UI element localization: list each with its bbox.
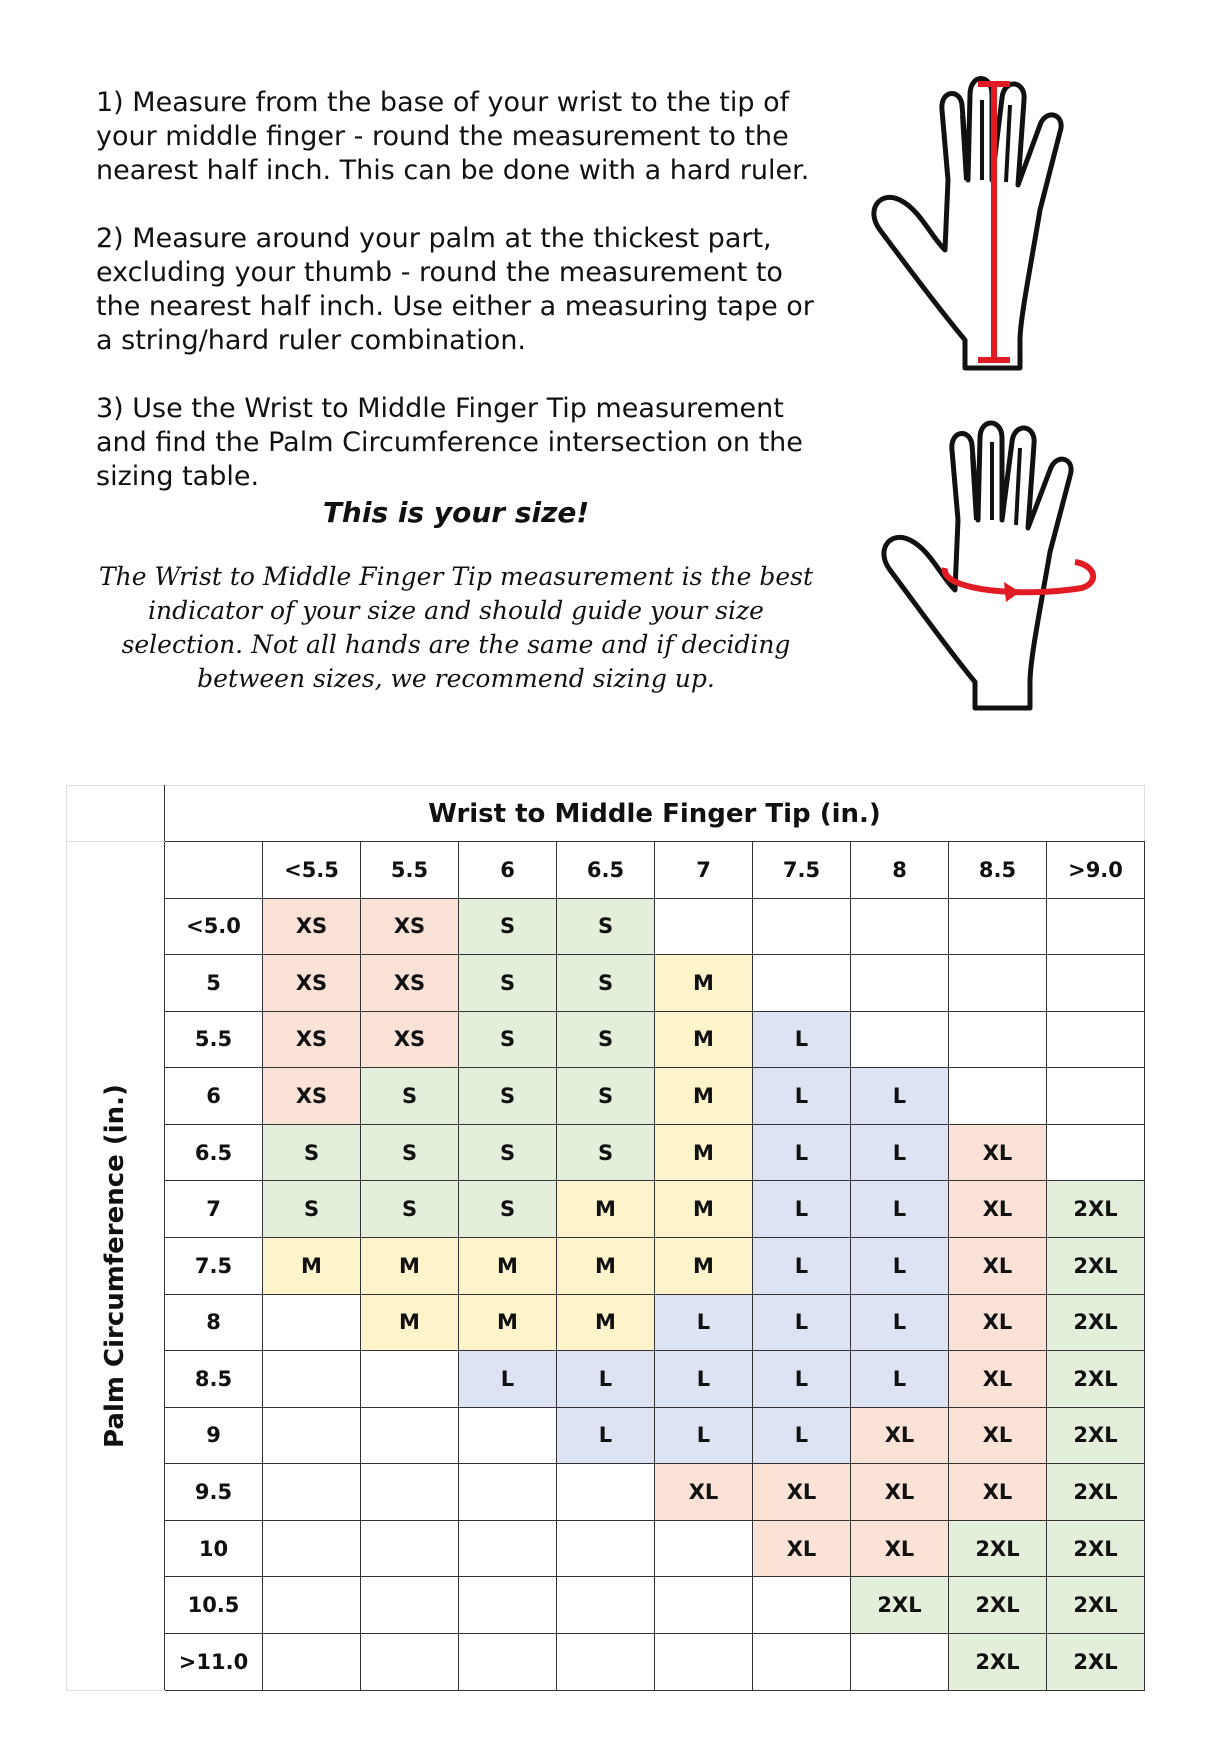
size-cell: L [851, 1237, 949, 1294]
size-cell [1047, 898, 1145, 955]
size-cell: M [655, 1124, 753, 1181]
size-cell [655, 1577, 753, 1634]
size-cell [361, 1464, 459, 1521]
size-cell: XS [263, 955, 361, 1012]
column-header: 7.5 [753, 842, 851, 899]
size-cell [361, 1351, 459, 1408]
size-cell: S [361, 1068, 459, 1125]
row-header: 10 [165, 1520, 263, 1577]
size-cell [263, 1407, 361, 1464]
sizing-note: The Wrist to Middle Finger Tip measurement is the best indicator of your size and should guide your size selection. Not all hands are the same and if deciding between sizes, we recommend sizing up. [98, 562, 813, 693]
size-cell: 2XL [1047, 1294, 1145, 1351]
size-cell: M [361, 1294, 459, 1351]
size-cell: XL [949, 1464, 1047, 1521]
size-cell [361, 1577, 459, 1634]
size-cell: S [557, 1068, 655, 1125]
header-corner-cell [165, 842, 263, 899]
size-cell [851, 955, 949, 1012]
size-cell: XS [263, 1068, 361, 1125]
table-row [67, 955, 1145, 1012]
table-row [67, 898, 1145, 955]
size-cell [361, 1520, 459, 1577]
size-cell: XS [361, 955, 459, 1012]
size-cell: L [753, 1351, 851, 1408]
size-cell [655, 1633, 753, 1690]
size-cell [459, 1633, 557, 1690]
row-header: 9 [165, 1407, 263, 1464]
size-cell: XS [361, 1011, 459, 1068]
size-cell: 2XL [1047, 1577, 1145, 1634]
size-cell: XL [949, 1407, 1047, 1464]
size-cell: L [851, 1124, 949, 1181]
size-cell: S [557, 1011, 655, 1068]
size-cell [557, 1633, 655, 1690]
size-cell: M [655, 1011, 753, 1068]
size-cell: L [655, 1351, 753, 1408]
size-cell: XL [949, 1294, 1047, 1351]
row-axis-label-cell [67, 842, 165, 1691]
row-header: 9.5 [165, 1464, 263, 1521]
size-cell: L [851, 1294, 949, 1351]
size-cell: XL [851, 1520, 949, 1577]
size-cell: L [557, 1407, 655, 1464]
size-cell [949, 1011, 1047, 1068]
size-cell: L [459, 1351, 557, 1408]
size-cell: M [557, 1237, 655, 1294]
size-cell [949, 898, 1047, 955]
size-cell [361, 1633, 459, 1690]
column-header-row [67, 842, 1145, 899]
size-cell: XL [753, 1464, 851, 1521]
table-row [67, 1294, 1145, 1351]
size-cell: L [753, 1011, 851, 1068]
size-cell: XS [263, 1011, 361, 1068]
column-header: 6.5 [557, 842, 655, 899]
size-cell [263, 1520, 361, 1577]
row-header: >11.0 [165, 1633, 263, 1690]
row-header: 8.5 [165, 1351, 263, 1408]
row-header: 6 [165, 1068, 263, 1125]
size-cell: L [753, 1181, 851, 1238]
size-cell: M [557, 1181, 655, 1238]
size-cell [1047, 1068, 1145, 1125]
size-cell: S [361, 1124, 459, 1181]
size-cell [753, 898, 851, 955]
size-cell: L [753, 1294, 851, 1351]
size-cell: S [459, 955, 557, 1012]
column-header: <5.5 [263, 842, 361, 899]
size-cell: L [753, 1237, 851, 1294]
size-cell [263, 1577, 361, 1634]
table-row [67, 1633, 1145, 1690]
instruction-step-3: 3) Use the Wrist to Middle Finger Tip measurement and find the Palm Circumference intersection on the sizing table. [96, 393, 803, 492]
size-cell: XS [361, 898, 459, 955]
size-cell [557, 1464, 655, 1521]
size-cell: M [459, 1294, 557, 1351]
size-cell [361, 1407, 459, 1464]
size-cell: S [459, 1181, 557, 1238]
column-header: 8.5 [949, 842, 1047, 899]
row-header: 8 [165, 1294, 263, 1351]
size-cell [851, 1011, 949, 1068]
size-cell: M [655, 955, 753, 1012]
table-row [67, 1520, 1145, 1577]
column-header: 6 [459, 842, 557, 899]
size-cell [459, 1577, 557, 1634]
size-cell [557, 1577, 655, 1634]
size-cell: M [655, 1068, 753, 1125]
size-cell: L [851, 1351, 949, 1408]
column-header: 5.5 [361, 842, 459, 899]
size-cell: 2XL [949, 1633, 1047, 1690]
size-cell: S [459, 1068, 557, 1125]
size-cell: XL [949, 1181, 1047, 1238]
size-cell [655, 1520, 753, 1577]
size-cell [263, 1294, 361, 1351]
size-cell: 2XL [1047, 1237, 1145, 1294]
table-row [67, 1011, 1145, 1068]
size-cell: M [361, 1237, 459, 1294]
size-cell: S [557, 898, 655, 955]
size-cell [753, 955, 851, 1012]
size-cell [753, 1577, 851, 1634]
table-row [67, 1068, 1145, 1125]
size-cell: XL [949, 1351, 1047, 1408]
size-cell: S [557, 955, 655, 1012]
size-cell [459, 1520, 557, 1577]
size-cell: S [263, 1181, 361, 1238]
instruction-step-1: 1) Measure from the base of your wrist to the tip of your middle finger - round the measurement to the nearest half inch. This can be done with a hard ruler. [96, 87, 810, 186]
table-row [67, 1464, 1145, 1521]
size-cell [1047, 955, 1145, 1012]
size-cell [949, 1068, 1047, 1125]
size-cell [1047, 1124, 1145, 1181]
table-row [67, 1351, 1145, 1408]
row-header: 6.5 [165, 1124, 263, 1181]
size-cell: S [263, 1124, 361, 1181]
size-cell: 2XL [949, 1520, 1047, 1577]
size-cell: XS [263, 898, 361, 955]
size-cell: M [655, 1181, 753, 1238]
instruction-step-2: 2) Measure around your palm at the thickest part, excluding your thumb - round the measurement to the nearest half inch. Use either a measuring tape or a string/hard ruler combination. [96, 223, 814, 356]
size-cell: L [851, 1181, 949, 1238]
size-cell: L [753, 1124, 851, 1181]
row-header: 7.5 [165, 1237, 263, 1294]
size-cell [557, 1520, 655, 1577]
size-cell: S [459, 898, 557, 955]
size-cell [263, 1351, 361, 1408]
size-cell: 2XL [1047, 1407, 1145, 1464]
row-header: 10.5 [165, 1577, 263, 1634]
instructions [96, 86, 816, 696]
size-cell: XL [851, 1407, 949, 1464]
axis-header-row [67, 786, 1145, 842]
size-cell [851, 1633, 949, 1690]
size-cell [459, 1464, 557, 1521]
size-cell: S [361, 1181, 459, 1238]
size-cell: 2XL [1047, 1181, 1145, 1238]
table-row [67, 1577, 1145, 1634]
table-row [67, 1237, 1145, 1294]
size-cell: XL [949, 1237, 1047, 1294]
size-cell [263, 1633, 361, 1690]
hand-palm-circumference-icon [870, 420, 1120, 720]
size-cell [753, 1633, 851, 1690]
size-cell: 2XL [1047, 1351, 1145, 1408]
row-header: 5.5 [165, 1011, 263, 1068]
table-row [67, 1407, 1145, 1464]
size-cell: S [459, 1011, 557, 1068]
size-cell: XL [949, 1124, 1047, 1181]
sizing-table [66, 785, 1145, 1691]
size-cell: 2XL [949, 1577, 1047, 1634]
size-cell: L [655, 1294, 753, 1351]
size-callout: This is your size! [322, 496, 590, 529]
size-cell [1047, 1011, 1145, 1068]
column-header: >9.0 [1047, 842, 1145, 899]
size-cell: L [557, 1351, 655, 1408]
size-cell: M [557, 1294, 655, 1351]
size-cell: 2XL [1047, 1464, 1145, 1521]
row-header: <5.0 [165, 898, 263, 955]
table-row [67, 1124, 1145, 1181]
size-cell [949, 955, 1047, 1012]
row-header: 7 [165, 1181, 263, 1238]
column-axis-label: Wrist to Middle Finger Tip (in.) [165, 786, 1145, 842]
size-cell [655, 898, 753, 955]
size-cell [459, 1407, 557, 1464]
size-cell: 2XL [851, 1577, 949, 1634]
row-axis-label: Palm Circumference (in.) [100, 1083, 130, 1448]
sizing-table-body [67, 786, 1145, 1691]
row-header: 5 [165, 955, 263, 1012]
table-corner-blank [67, 786, 165, 842]
size-cell: M [263, 1237, 361, 1294]
size-cell: XL [753, 1520, 851, 1577]
size-cell: M [459, 1237, 557, 1294]
size-cell: L [753, 1068, 851, 1125]
size-cell: S [557, 1124, 655, 1181]
size-cell: M [655, 1237, 753, 1294]
table-row [67, 1181, 1145, 1238]
size-cell: XL [851, 1464, 949, 1521]
size-cell: L [655, 1407, 753, 1464]
size-cell [851, 898, 949, 955]
size-cell: 2XL [1047, 1633, 1145, 1690]
column-header: 8 [851, 842, 949, 899]
size-cell: L [753, 1407, 851, 1464]
size-cell: XL [655, 1464, 753, 1521]
hand-length-measure-icon [870, 70, 1120, 380]
size-cell: L [851, 1068, 949, 1125]
size-cell [263, 1464, 361, 1521]
size-cell: S [459, 1124, 557, 1181]
size-cell: 2XL [1047, 1520, 1145, 1577]
column-header: 7 [655, 842, 753, 899]
